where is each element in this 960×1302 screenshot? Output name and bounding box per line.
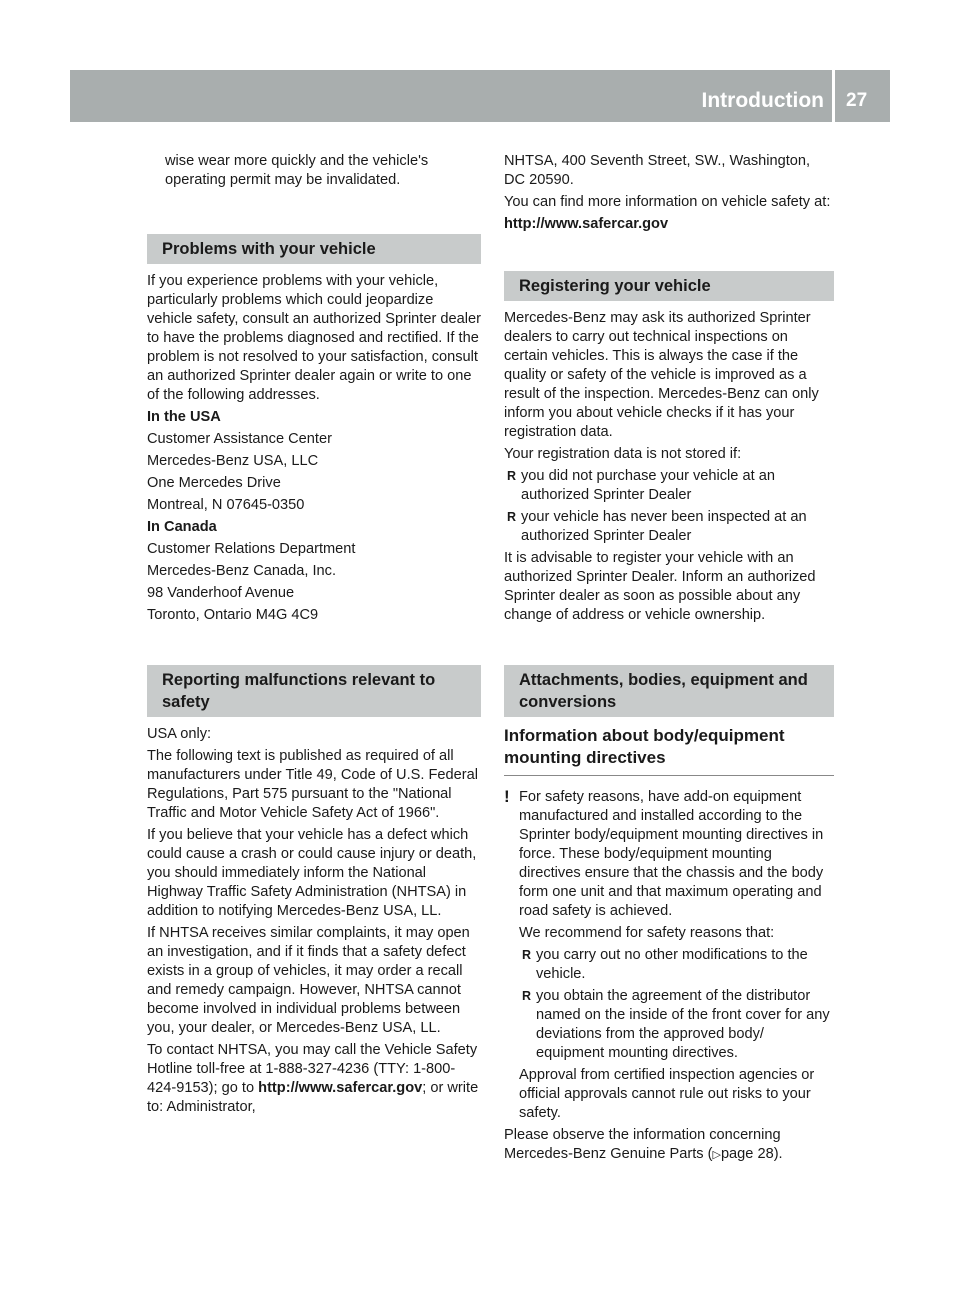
section-heading-registering: Registering your vehicle [504,271,834,301]
intro-text: wise wear more quickly and the vehicle's operating permit may be invalidated. [165,153,429,188]
nhtsa-address: NHTSA, 400 Seventh Street, SW., Washington, DC 20590. [504,153,811,188]
warning-paragraph-3: Approval from certified inspection agencies or official approvals cannot rule out risks to your safety. [519,1067,815,1121]
safercar-url[interactable]: http://www.safercar.gov [504,216,669,232]
canada-address-line: Mercedes-Benz Canada, Inc. [147,563,337,579]
section-heading-reporting: Reporting malfunctions relevant to safety [147,665,481,717]
list-item: R you did not purchase your vehicle at an authorized Sprinter Dealer [504,467,834,505]
section-heading-attachments: Attachments, bodies, equipment and conversions [504,665,834,717]
reporting-paragraph-3: If NHTSA receives similar complaints, it may open an investigation, and if it finds that a safety defect exists in a group of vehicles, it may order a recall and remedy campaign. However, NHTSA cannot become involved in individual problems between you, your dealer, or Mercedes-Benz USA, LL. [147,925,470,1036]
reporting-paragraph-2: If you believe that your vehicle has a defect which could cause a crash or could cause injury or death, you should immediately inform the National Highway Traffic Safety Administration (NHTSA) in addition to notifying Mercedes-Benz USA, LL. [147,827,477,919]
section-heading-problems: Problems with your vehicle [147,234,481,264]
list-item: R you obtain the agreement of the distributor named on the inside of the front cover for any deviations from the approved body/ equipment mounting directives. [519,987,834,1063]
warning-paragraph-1: For safety reasons, have add-on equipment manufactured and installed according to the Sprinter body/equipment mounting directives in force. These body/equipment mounting directives ensure that the chassis and the body form one unit and that maximum operating and road safety is achieved. [519,789,824,919]
problems-paragraph: If you experience problems with your vehicle, particularly problems which could jeopardize vehicle safety, consult an authorized Sprinter dealer to have the problems diagnosed and rectified. If the problem is not resolved to your satisfaction, consult an authorized Sprinter dealer again or write to one of the following addresses. [147,273,481,403]
warning-block [504,788,834,1123]
left-column [147,152,481,1120]
header-divider [832,70,835,122]
warning-icon: ! [504,787,510,806]
registering-paragraph-1: Mercedes-Benz may ask its authorized Sprinter dealers to carry out technical inspections on certain vehicles. This is always the case if the quality or safety of the vehicle is improved as a result of the inspection. Mercedes-Benz can only inform you about vehicle checks if it has your registration data. [504,310,819,440]
chapter-title: Introduction [701,89,824,112]
registering-paragraph-3: It is advisable to register your vehicle with an authorized Sprinter Dealer. Inform an authorized Sprinter dealer as soon as possible about any change of address or vehicle ownership. [504,550,816,623]
usa-address-line: Customer Assistance Center [147,431,332,447]
list-item: R you carry out no other modifications to the vehicle. [519,946,834,984]
canada-address-line: Customer Relations Department [147,541,356,557]
canada-address-line: 98 Vanderhoof Avenue [147,585,295,601]
usa-only-label: USA only: [147,726,212,742]
usa-address-line: Montreal, N 07645-0350 [147,497,305,513]
usa-address-line: One Mercedes Drive [147,475,281,491]
canada-address-line: Toronto, Ontario M4G 4C9 [147,607,319,623]
reporting-paragraph-1: The following text is published as required of all manufacturers under Title 49, Code of U.S. Federal Regulations, Part 575 pursuant to the "National Traffic and Motor Vehicle Safety Act of 1966". [147,748,478,821]
genuine-parts-text: Please observe the information concerning Mercedes-Benz Genuine Parts ( [504,1127,781,1162]
more-info-text: You can find more information on vehicle safety at: [504,194,831,210]
contact-text: To contact NHTSA, you may call the Vehicle Safety Hotline toll-free at 1-888-327-4236 (TTY: 1-800-424-9153); go to [147,1042,478,1096]
page-reference-link[interactable]: page 28). [720,1146,783,1162]
canada-label: In Canada [147,519,217,535]
usa-address-line: Mercedes-Benz USA, LLC [147,453,319,469]
list-item: R your vehicle has never been inspected at an authorized Sprinter Dealer [504,508,834,546]
registering-paragraph-2: Your registration data is not stored if: [504,446,742,462]
safercar-link[interactable]: http://www.safercar.gov [258,1080,423,1096]
reporting-paragraph-4 [147,1041,481,1117]
warning-paragraph-2: We recommend for safety reasons that: [519,925,775,941]
page-reference-arrow-icon: ▷ [712,1149,721,1161]
usa-label: In the USA [147,409,221,425]
genuine-parts-note [504,1126,834,1165]
contact-text-end: ; or write to: Administrator, [147,1080,479,1115]
right-column [504,152,834,1168]
subheading-mounting-directives: Information about body/equipment mounting directives [504,725,834,776]
page-number: 27 [846,90,868,111]
